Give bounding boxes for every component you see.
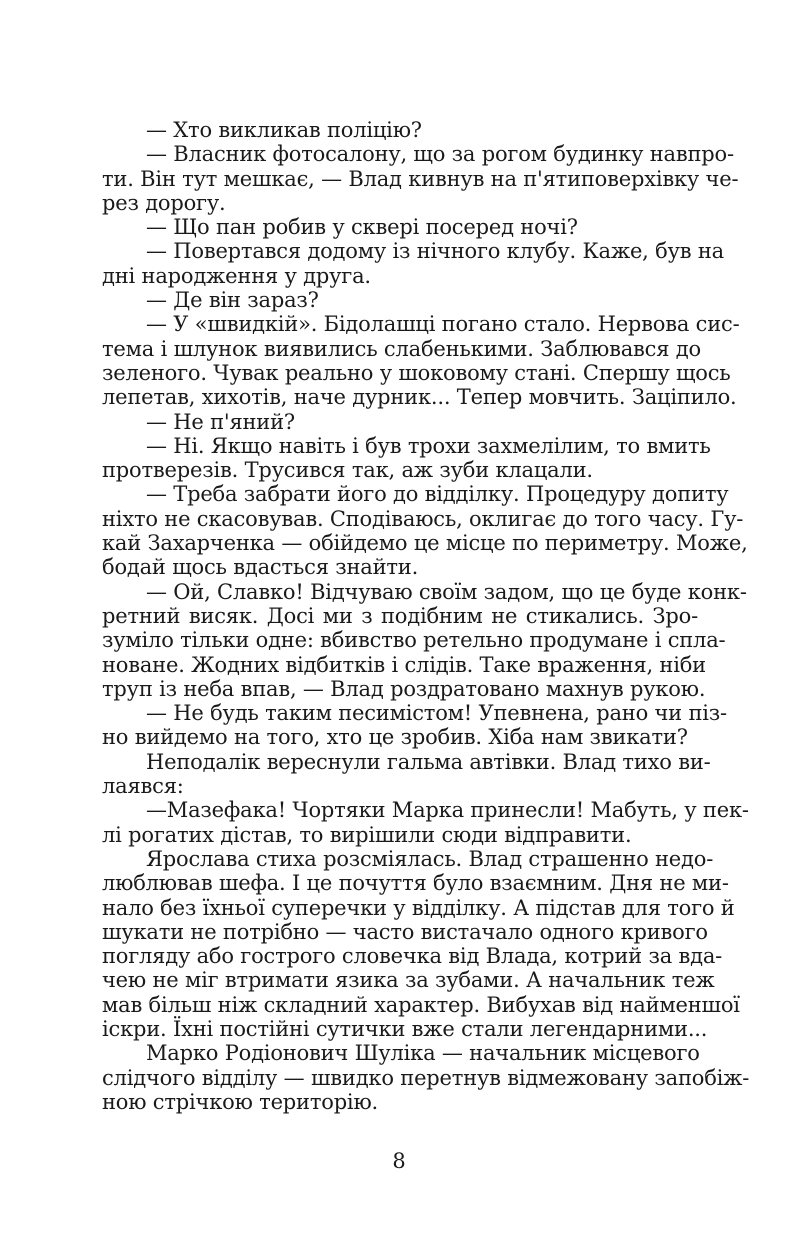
text-line: мав більш ніж складний характер. Вибухав від найменшої <box>102 992 740 1017</box>
text-line: — У «швидкій». Бідолашці погано стало. Нервова сис- <box>146 312 740 337</box>
text-line: ною стрічкою територію. <box>102 1089 379 1114</box>
text-line: но вийдемо на того, хто це зробив. Хіба нам звикати? <box>102 725 688 750</box>
text-line: погляду або гострого словечка від Влада, котрий за вда- <box>102 944 723 969</box>
text-line: труп із неба впав, — Влад роздратовано махнув рукою. <box>102 676 706 701</box>
text-line: — Ой, Славко! Відчуваю своїм задом, що це буде конк- <box>146 579 747 604</box>
text-line: зеленого. Чувак реально у шоковому стані. Спершу щось <box>102 360 731 385</box>
body-text <box>102 118 750 1114</box>
text-line: нало без їхньої суперечки у відділку. А підстав для того й <box>102 895 735 920</box>
text-line: — Ні. Якщо навіть і був трохи захмелілим, то вмить <box>146 433 711 458</box>
text-line: ти. Він тут мешкає, — Влад кивнув на п'ятиповерхівку че- <box>102 166 739 191</box>
text-line: — Власник фотосалону, що за рогом будинку навпро- <box>146 142 734 167</box>
text-line: — Треба забрати його до відділку. Процедуру допиту <box>146 482 729 507</box>
text-line: кай Захарченка — обійдемо це місце по периметру. Може, <box>102 531 748 556</box>
text-line: Неподалік вереснули гальма автівки. Влад тихо ви- <box>146 749 711 774</box>
text-line: тема і шлунок виявились слабенькими. Заблювався до <box>102 336 701 361</box>
page-number: 8 <box>392 1149 406 1173</box>
text-line: — Повертався додому із нічного клубу. Каже, був на <box>146 239 724 264</box>
text-line: — Що пан робив у сквері посеред ночі? <box>146 215 578 240</box>
text-line: чею не міг втримати язика за зубами. А начальник теж <box>102 968 715 993</box>
text-line: слідчого відділу — швидко перетнув відмежовану запобіж- <box>102 1065 750 1090</box>
text-line: протверезів. Трусився так, аж зуби клацали. <box>102 458 593 483</box>
text-line: лаявся: <box>102 774 184 799</box>
text-line: — Не будь таким песимістом! Упевнена, рано чи піз- <box>146 701 727 726</box>
text-line: Марко Родіонович Шуліка — начальник місцевого <box>146 1041 700 1066</box>
text-line: дні народження у друга. <box>102 263 371 288</box>
text-line: шукати не потрібно — часто вистачало одного кривого <box>102 919 708 944</box>
text-line: бодай щось вдасться знайти. <box>102 555 419 580</box>
text-line: — Не п'яний? <box>146 409 295 434</box>
text-line: — Хто викликав поліцію? <box>146 118 422 142</box>
text-line: ніхто не скасовував. Сподіваюсь, оклигає до того часу. Гу- <box>102 506 744 531</box>
text-line: Ярослава стиха розсміялась. Влад страшенно недо- <box>146 846 714 871</box>
text-line: іскри. Їхні постійні сутички вже стали легендарними... <box>102 1016 708 1041</box>
text-line: лепетав, хихотів, наче дурник... Тепер мовчить. Заціпило. <box>102 385 737 410</box>
text-line: лі рогатих дістав, то вирішили сюди відправити. <box>102 822 632 847</box>
text-line: ретний висяк. Досі ми з подібним не стикались. Зро- <box>102 603 698 628</box>
text-line: — Де він зараз? <box>146 288 319 313</box>
text-line: рез дорогу. <box>102 190 226 215</box>
text-line: зуміло тільки одне: вбивство ретельно продумане і спла- <box>102 628 726 653</box>
text-line: новане. Жодних відбитків і слідів. Таке враження, ніби <box>102 652 706 677</box>
text-line: люблював шефа. І це почуття було взаємним. Дня не ми- <box>102 871 729 896</box>
text-line: —Мазефака! Чортяки Марка принесли! Мабуть, у пек- <box>146 798 749 823</box>
